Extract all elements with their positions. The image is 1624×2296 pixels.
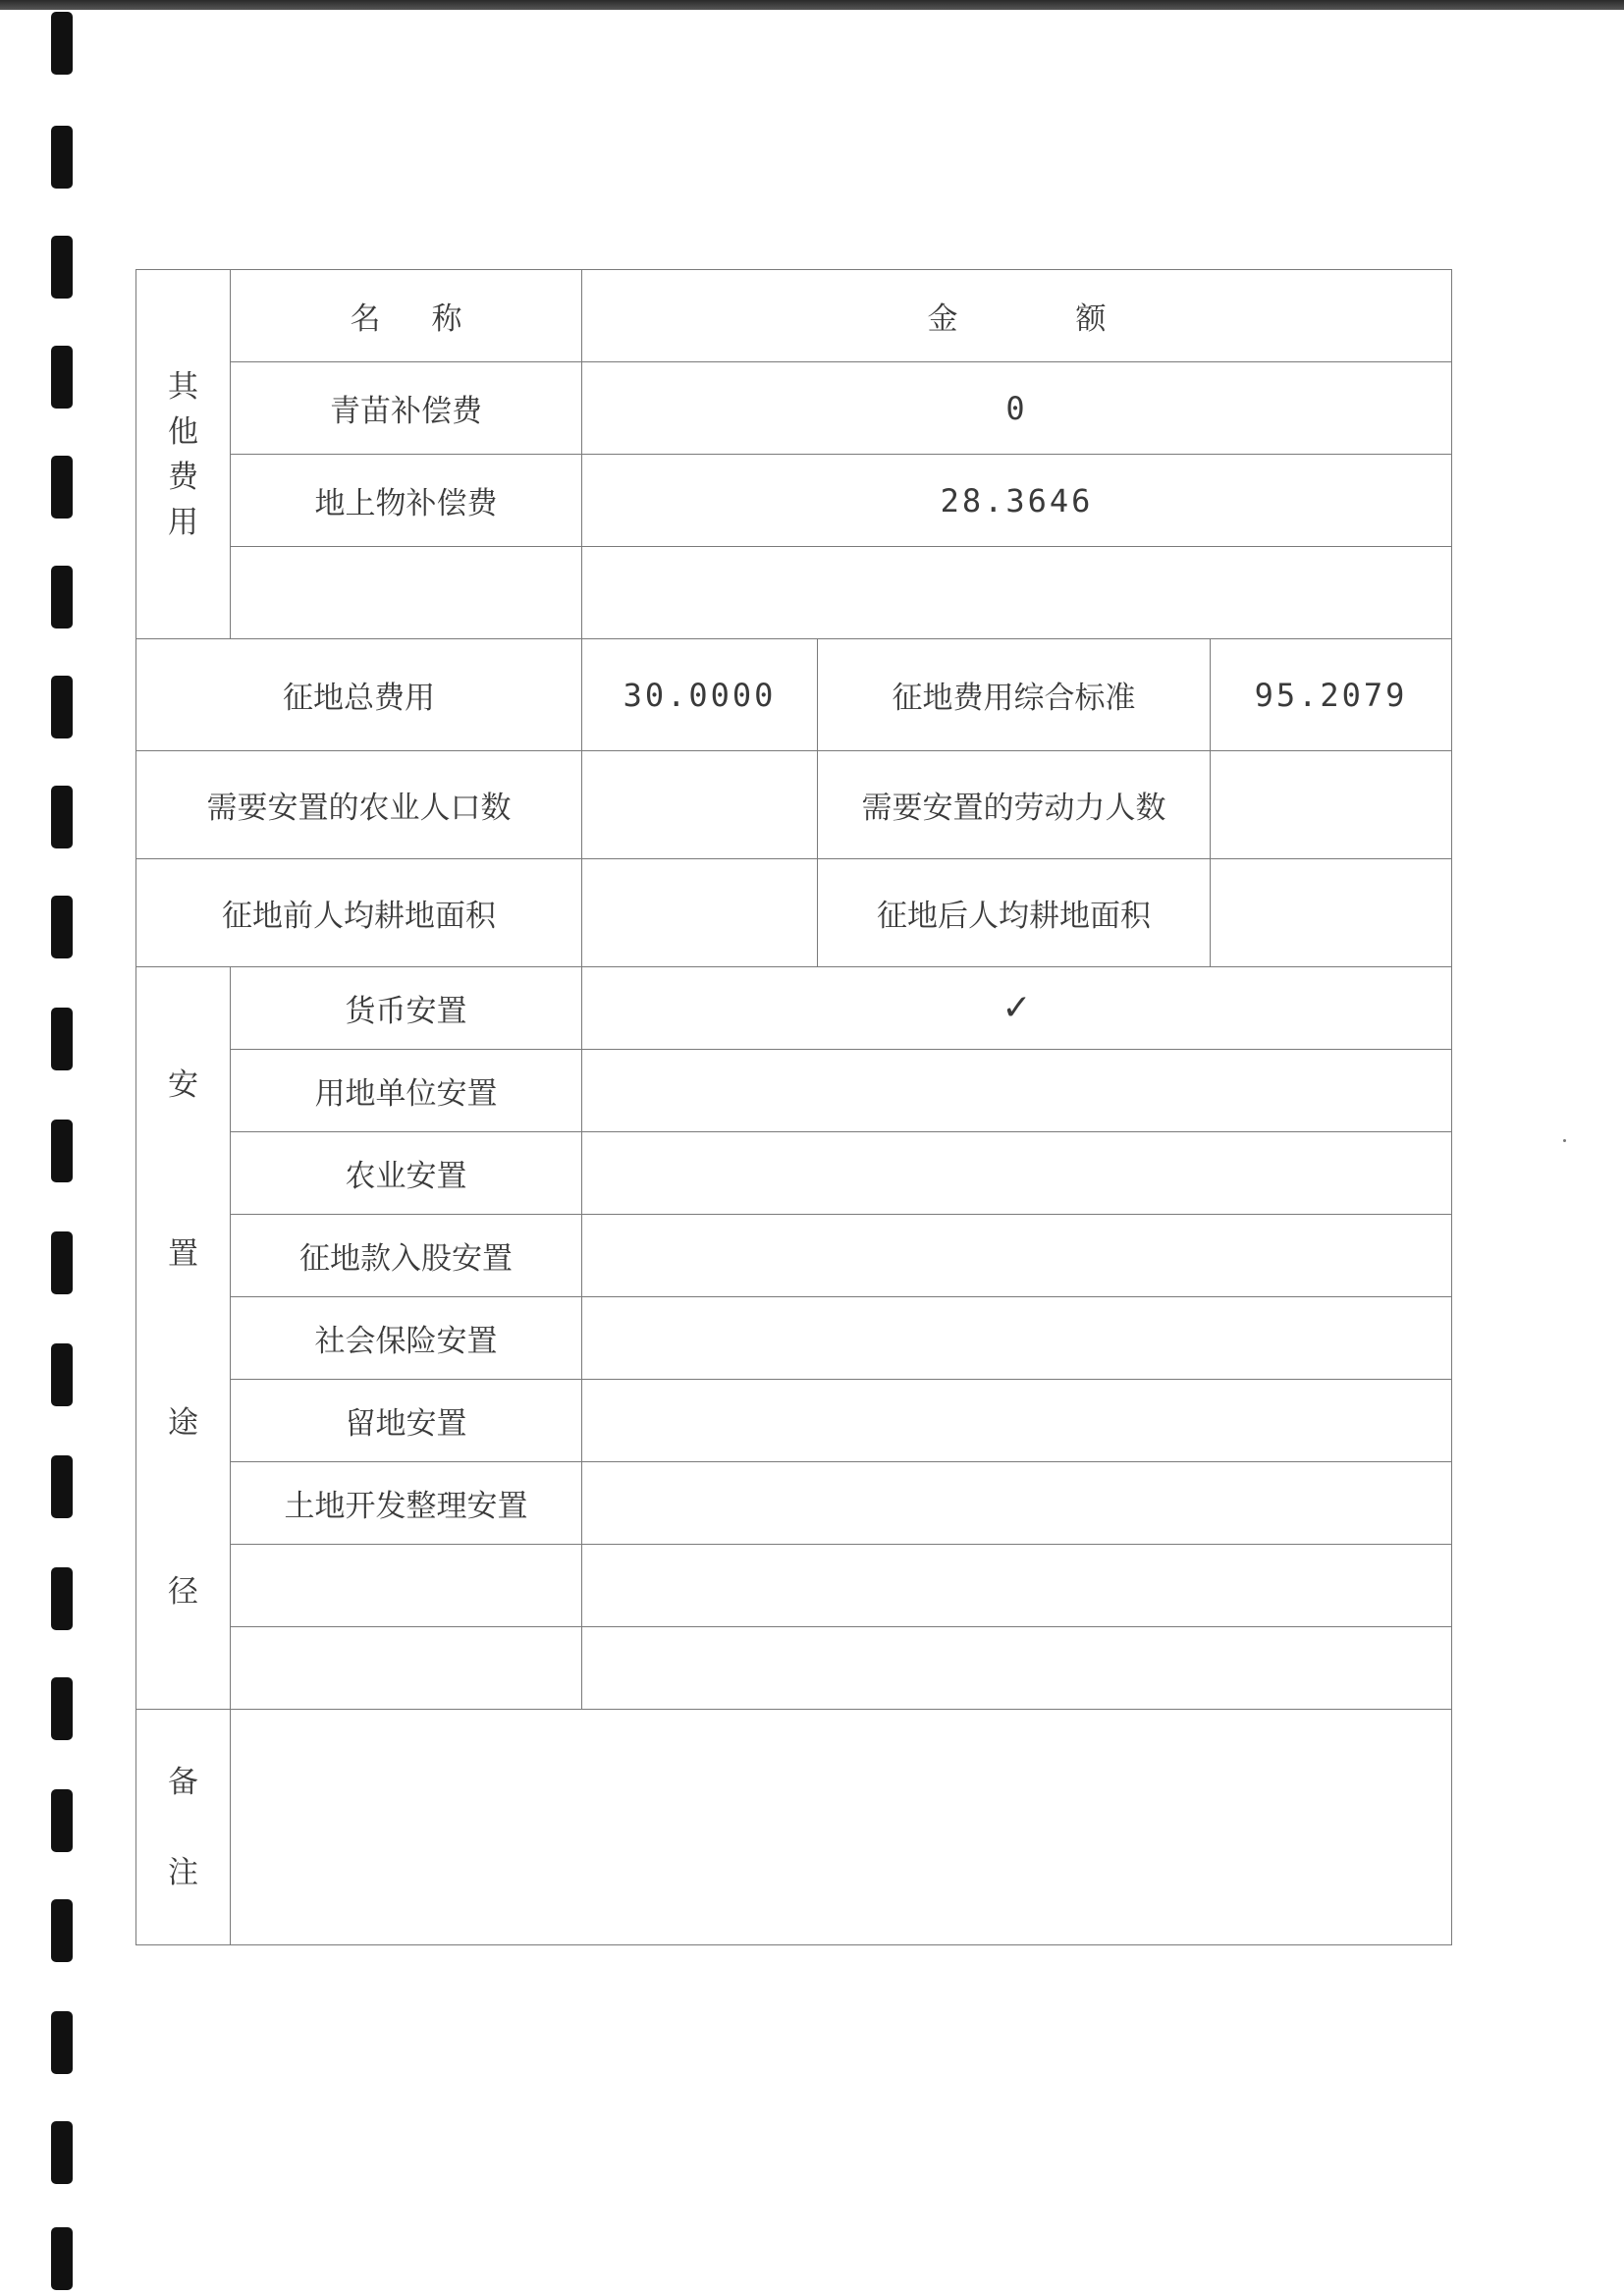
other-fees-header-row bbox=[136, 270, 1452, 362]
table-row bbox=[136, 1132, 1452, 1215]
labor-count-value bbox=[1211, 751, 1452, 859]
resettlement-method-name: 用地单位安置 bbox=[231, 1050, 582, 1132]
land-acquisition-form bbox=[135, 269, 1452, 1945]
agri-population-label: 需要安置的农业人口数 bbox=[136, 751, 582, 859]
fee-name-cell: 地上物补偿费 bbox=[231, 455, 582, 547]
table-row bbox=[136, 1297, 1452, 1380]
resettlement-method-name: 留地安置 bbox=[231, 1380, 582, 1462]
resettlement-method-name bbox=[231, 1545, 582, 1627]
table-row bbox=[136, 1380, 1452, 1462]
fee-amount-cell: 28.3646 bbox=[582, 455, 1452, 547]
resettlement-method-value bbox=[582, 1462, 1452, 1545]
cost-standard-label: 征地费用综合标准 bbox=[818, 639, 1211, 751]
table-row bbox=[136, 1215, 1452, 1297]
remarks-label: 备 注 bbox=[136, 1710, 231, 1945]
resettlement-method-name: 征地款入股安置 bbox=[231, 1215, 582, 1297]
table-row bbox=[136, 967, 1452, 1050]
resettlement-method-value bbox=[582, 1050, 1452, 1132]
name-column-header: 名称 bbox=[231, 270, 582, 362]
population-row bbox=[136, 751, 1452, 859]
resettlement-method-value bbox=[582, 1297, 1452, 1380]
resettlement-section-label: 安 置 途 径 bbox=[136, 967, 231, 1710]
scan-top-edge bbox=[0, 0, 1624, 10]
resettlement-method-value bbox=[582, 1545, 1452, 1627]
total-cost-label: 征地总费用 bbox=[136, 639, 582, 751]
total-cost-row bbox=[136, 639, 1452, 751]
resettlement-method-name: 土地开发整理安置 bbox=[231, 1462, 582, 1545]
check-mark-icon: ✓ bbox=[582, 967, 1452, 1050]
labor-count-label: 需要安置的劳动力人数 bbox=[818, 751, 1211, 859]
area-before-value bbox=[582, 859, 818, 967]
resettlement-method-value bbox=[582, 1215, 1452, 1297]
table-row bbox=[136, 362, 1452, 455]
table-row bbox=[136, 455, 1452, 547]
table-row bbox=[136, 1050, 1452, 1132]
table-row bbox=[136, 547, 1452, 639]
remarks-row bbox=[136, 1710, 1452, 1945]
fee-name-cell: 青苗补偿费 bbox=[231, 362, 582, 455]
resettlement-method-value bbox=[582, 1380, 1452, 1462]
resettlement-method-name bbox=[231, 1627, 582, 1710]
binding-holes bbox=[51, 0, 75, 2296]
area-after-label: 征地后人均耕地面积 bbox=[818, 859, 1211, 967]
area-after-value bbox=[1211, 859, 1452, 967]
scan-speck bbox=[1563, 1139, 1566, 1142]
cost-standard-value: 95.2079 bbox=[1211, 639, 1452, 751]
other-fees-section-label: 其 他 费 用 bbox=[136, 270, 231, 639]
fee-amount-cell: 0 bbox=[582, 362, 1452, 455]
table-row bbox=[136, 1462, 1452, 1545]
resettlement-method-name: 社会保险安置 bbox=[231, 1297, 582, 1380]
total-cost-value: 30.0000 bbox=[582, 639, 818, 751]
agri-population-value bbox=[582, 751, 818, 859]
farmland-area-row bbox=[136, 859, 1452, 967]
resettlement-method-value bbox=[582, 1627, 1452, 1710]
resettlement-method-name: 货币安置 bbox=[231, 967, 582, 1050]
area-before-label: 征地前人均耕地面积 bbox=[136, 859, 582, 967]
remarks-content bbox=[231, 1710, 1452, 1945]
amount-column-header: 金额 bbox=[582, 270, 1452, 362]
fee-amount-cell bbox=[582, 547, 1452, 639]
table-row bbox=[136, 1545, 1452, 1627]
resettlement-method-name: 农业安置 bbox=[231, 1132, 582, 1215]
fee-name-cell bbox=[231, 547, 582, 639]
table-row bbox=[136, 1627, 1452, 1710]
resettlement-method-value bbox=[582, 1132, 1452, 1215]
